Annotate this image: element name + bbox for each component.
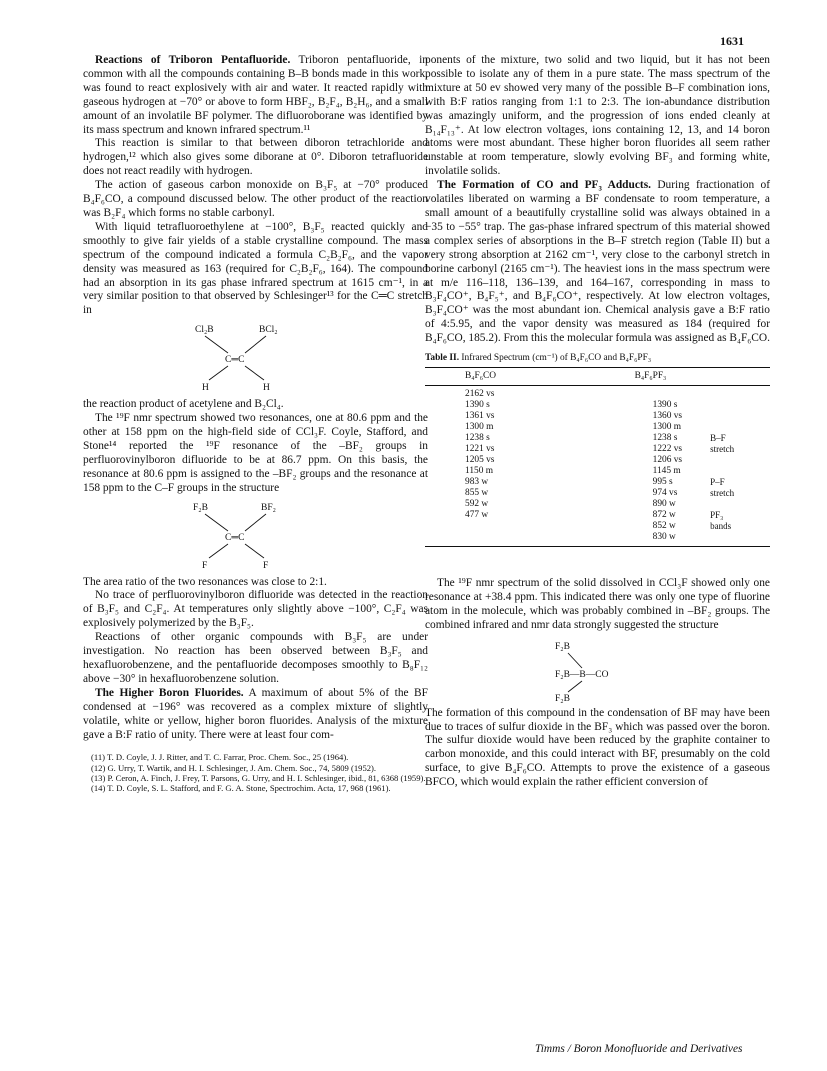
reference-item: (14) T. D. Coyle, S. L. Stafford, and F. G. A. Stone, Spectrochim. Acta, 17, 968 (1961). [91, 783, 391, 794]
table-cell: 983 w [465, 477, 489, 488]
table-cell: bands [710, 521, 732, 532]
table-cell: 852 w [652, 521, 676, 532]
paragraph: ponents of the mixture, two solid and two liquid, but it has not been possible to isolate any of them in a pure state. The mass spectrum of the mixture at 50 ev showed very many of the possible B–F combination ions, with B:F ratios ranging from 1:1 to 2:3. The ion-abundance distribution was amazingly uniform, and the progression of ions ended cleanly at B₁₄F₁₃⁺. At low electron voltages, ions containing 12, 13, and 14 boron atoms were most abundant. These higher boron fluorides all seem rather unstable at room temperature, slowly evolving BF₃ and forming white, involatile solids. [425, 54, 770, 178]
table-row [425, 477, 770, 488]
struct-label: BCl₂ [259, 325, 278, 336]
table-cell [710, 532, 770, 547]
table-cell [710, 499, 770, 510]
struct-label: F₂B [193, 502, 208, 513]
section-heading: The Formation of CO and PF₃ Adducts. [437, 179, 651, 192]
section-heading: Reactions of Triboron Pentafluoride. [95, 54, 291, 66]
struct-label: F₂B—B—CO [555, 669, 609, 680]
table-cell: B–F [710, 433, 726, 444]
table-cell: 1145 m [652, 466, 681, 477]
struct-label: H [202, 383, 209, 394]
paragraph [83, 687, 428, 743]
paragraph-text: A maximum of about 5% of the BF condensed at −196° was recovered as a complex mixture of slightly volatile, white or yellow, higher boron fluorides. Analysis of the mixture gave a B:F ratio of unity. There were at least four com- [83, 686, 428, 741]
table-cell: 1390 s [652, 400, 678, 411]
reference-item: (12) G. Urry, T. Wartik, and H. I. Schlesinger, J. Am. Chem. Soc., 74, 5809 (1952). [91, 762, 377, 773]
struct-label: H [263, 383, 270, 394]
paragraph-text: During fractionation of volatiles liberated on warming a BF condensate to room temperature, a small amount of a beautifully crystalline solid was always obtained in a −35 to −55° trap. The gas-phase infrared spectrum of this material showed a complex series of absorptions in the B–F stretch region (Table II) but a very strong absorption at 2162 cm⁻¹, very close to the carbonyl stretch in borine carbonyl (2165 cm⁻¹). The heaviest ions in the mass spectrum were at m/e 116–118, 136–139, and 164–167, corresponding in mass to B₃F₄CO⁺, B₄F₅⁺, and B₄F₆CO⁺, respectively. At low electron voltages, B₃F₄CO⁺ was the most abundant ion. Chemical analysis gave a B:F ratio of 4:5.95, and the vapor density was measured as 184 (required for B₄F₆CO, 185.2). From this the molecular formula was assigned as B₄F₆CO. [425, 179, 770, 345]
paragraph: The formation of this compound in the condensation of BF may have been due to traces of sulfur dioxide in the BF₃ which was passed over the boron. The sulfur dioxide would have been reduced by the graphite container to carbon monoxide, and this could interact with BF, presumably on the cold surface, to give B₄F₆CO. Attempts to prove the existence of a gaseous BFCO, which would explain the rather efficient conversion of [425, 706, 770, 789]
table-cell [710, 455, 770, 466]
table-cell [635, 386, 710, 401]
paragraph: the reaction product of acetylene and B₂Cl₄. [83, 398, 284, 411]
references [83, 752, 428, 793]
table-caption [425, 352, 770, 364]
table-cell: stretch [710, 488, 735, 499]
running-footer: Timms / Boron Monofluoride and Derivatives [535, 1043, 743, 1055]
paragraph [83, 54, 428, 137]
paragraph: No trace of perfluorovinylboron difluoride was detected in the reaction of B₃F₅ and C₂F₄. At temperatures only slightly above −100°, C₂F₄ was explosively polymerized by the B₃F₅. [83, 589, 428, 630]
paragraph: This reaction is similar to that between diboron tetrachloride and hydrogen,¹² which also gives some diborane at 0°. Diboron tetrafluoride does not react readily with hydrogen. [83, 137, 428, 178]
paragraph: The ¹⁹F nmr spectrum of the solid dissolved in CCl₃F showed only one resonance at +38.4 ppm. This indicated there was only one type of fluorine atom in the molecule, which was probably combined in –BF₂ groups. The combined infrared and nmr data strongly suggested the structure [425, 577, 770, 631]
ir-spectrum-table [425, 367, 770, 547]
table-row [425, 455, 770, 466]
table-cell: 477 w [465, 510, 489, 521]
reference-item: (13) P. Ceron, A. Finch, J. Frey, T. Parsons, G. Urry, and H. I. Schlesinger, ibid., 81, 6368 (1959). [91, 772, 426, 783]
table-row [425, 433, 770, 444]
table-cell: 1150 m [465, 466, 494, 477]
table-cell: 1300 m [465, 422, 494, 433]
paragraph: With liquid tetrafluoroethylene at −100°, B₃F₅ reacted quickly and smoothly to give fair yields of a stable crystalline compound. The mass spectrum of the compound indicated a formula C₂B₂F₆, and the vapor density was measured as 163 (required for C₂B₂F₆, 164). The compound had an absorption in its gas phase infrared spectrum at 1615 cm⁻¹, in a very similar position to that observed by Schlesinger¹³ for the C═C stretch in [83, 220, 428, 317]
table-cell: 872 w [652, 510, 676, 521]
table-cell: stretch [710, 444, 735, 455]
struct-label: F [263, 560, 269, 571]
struct-label: C═C [225, 355, 245, 366]
table-cell: 1300 m [652, 422, 682, 433]
table-cell: 974 vs [652, 488, 678, 499]
table-row [425, 510, 770, 521]
paragraph [425, 179, 770, 346]
table-cell [425, 521, 635, 532]
table-cell: 1238 s [465, 433, 490, 444]
table-row [425, 444, 770, 455]
column-header: B₄F₆CO [425, 368, 635, 386]
struct-label: F₂B [555, 641, 570, 652]
paragraph: The action of gaseous carbon monoxide on B₃F₅ at −70° produced B₄F₆CO, a compound discussed below. The other product of the reaction was B₂F₄ which forms no stable carbonyl. [83, 179, 428, 219]
table-cell [710, 466, 770, 477]
table-row [425, 386, 770, 401]
table-cell: PF₃ [710, 510, 724, 521]
table-row [425, 422, 770, 433]
table-cell [710, 422, 770, 433]
struct-label: F [202, 560, 208, 571]
table-cell: 1360 vs [652, 411, 683, 422]
page-number: 1631 [720, 34, 744, 48]
table-cell [710, 400, 770, 411]
table-row [425, 532, 770, 547]
paragraph-text: Triboron pentafluoride, in common with all the compounds containing B–B bonds made in this work, was found to react explosively with air and water. It reacted rapidly with gaseous hydrogen at −70° or above to form HBF₂, B₂F₄, B₂H₆, and a small amount of an involatile BF polymer. The difluoroborane was identified by its mass spectrum and known infrared spectrum.¹¹ [83, 54, 428, 136]
table-row [425, 400, 770, 411]
table-row [425, 488, 770, 499]
table-row [425, 499, 770, 510]
table-cell: 995 s [652, 477, 673, 488]
paragraph: The area ratio of the two resonances was close to 2:1. [83, 575, 327, 588]
left-column [83, 54, 428, 793]
reference-item: (11) T. D. Coyle, J. J. Ritter, and T. C. Farrar, Proc. Chem. Soc., 25 (1964). [91, 752, 349, 763]
table-row [425, 521, 770, 532]
structure-difluoroboryl-ethylene [83, 500, 428, 572]
table-cell: P–F [710, 477, 725, 488]
right-column [425, 54, 770, 790]
table-cell: 1238 s [652, 433, 678, 444]
table-cell [710, 386, 770, 401]
structure-dichloroboryl-ethylene [83, 322, 428, 394]
table-cell [710, 411, 770, 422]
table-cell [425, 532, 635, 547]
table-cell: 1206 vs [652, 455, 683, 466]
table-cell: 2162 vs [425, 386, 635, 401]
structure-b4f6co [425, 637, 770, 703]
table-row [425, 466, 770, 477]
section-heading: The Higher Boron Fluorides. [95, 686, 244, 699]
table-cell: 1222 vs [652, 444, 683, 455]
struct-label: BF₂ [261, 502, 276, 513]
paragraph: The ¹⁹F nmr spectrum showed two resonances, one at 80.6 ppm and the other at 158 ppm on the high-field side of CCl₃F. Coyle, Stafford, and Stone¹⁴ reported the ¹⁹F resonance of the –BF₂ groups in perfluorovinylboron difluoride to be at 86.7 ppm. On this basis, the resonance at 80.6 ppm is assigned to the –BF₂ groups and the resonance at 158 ppm to the C–F groups in the structure [83, 412, 428, 494]
struct-label: C═C [225, 532, 245, 543]
table-cell: 1361 vs [465, 411, 495, 422]
table-cell: 592 w [465, 499, 489, 510]
table-row [425, 411, 770, 422]
column-header: B₄F₆PF₃ [635, 368, 770, 386]
table-label: Table II. [425, 353, 460, 364]
table-cell: 1390 s [465, 400, 490, 411]
struct-label: F₂B [555, 693, 570, 703]
struct-label: Cl₂B [195, 325, 214, 336]
table-cell: 890 w [652, 499, 676, 510]
paragraph: Reactions of other organic compounds with B₃F₅ are under investigation. No reaction has been observed between B₃F₅ and hexafluorobenzene, and the pentafluoride decomposes smoothly to B₈F₁₂ above −30° in hexafluorobenzene solution. [83, 631, 428, 685]
table-cell: 855 w [465, 488, 489, 499]
table-cell: 1221 vs [465, 444, 495, 455]
table-cell: 830 w [635, 532, 710, 547]
table-cell: 1205 vs [465, 455, 495, 466]
table-title: Infrared Spectrum (cm⁻¹) of B₄F₆CO and B₄F₆PF₃ [461, 353, 652, 364]
